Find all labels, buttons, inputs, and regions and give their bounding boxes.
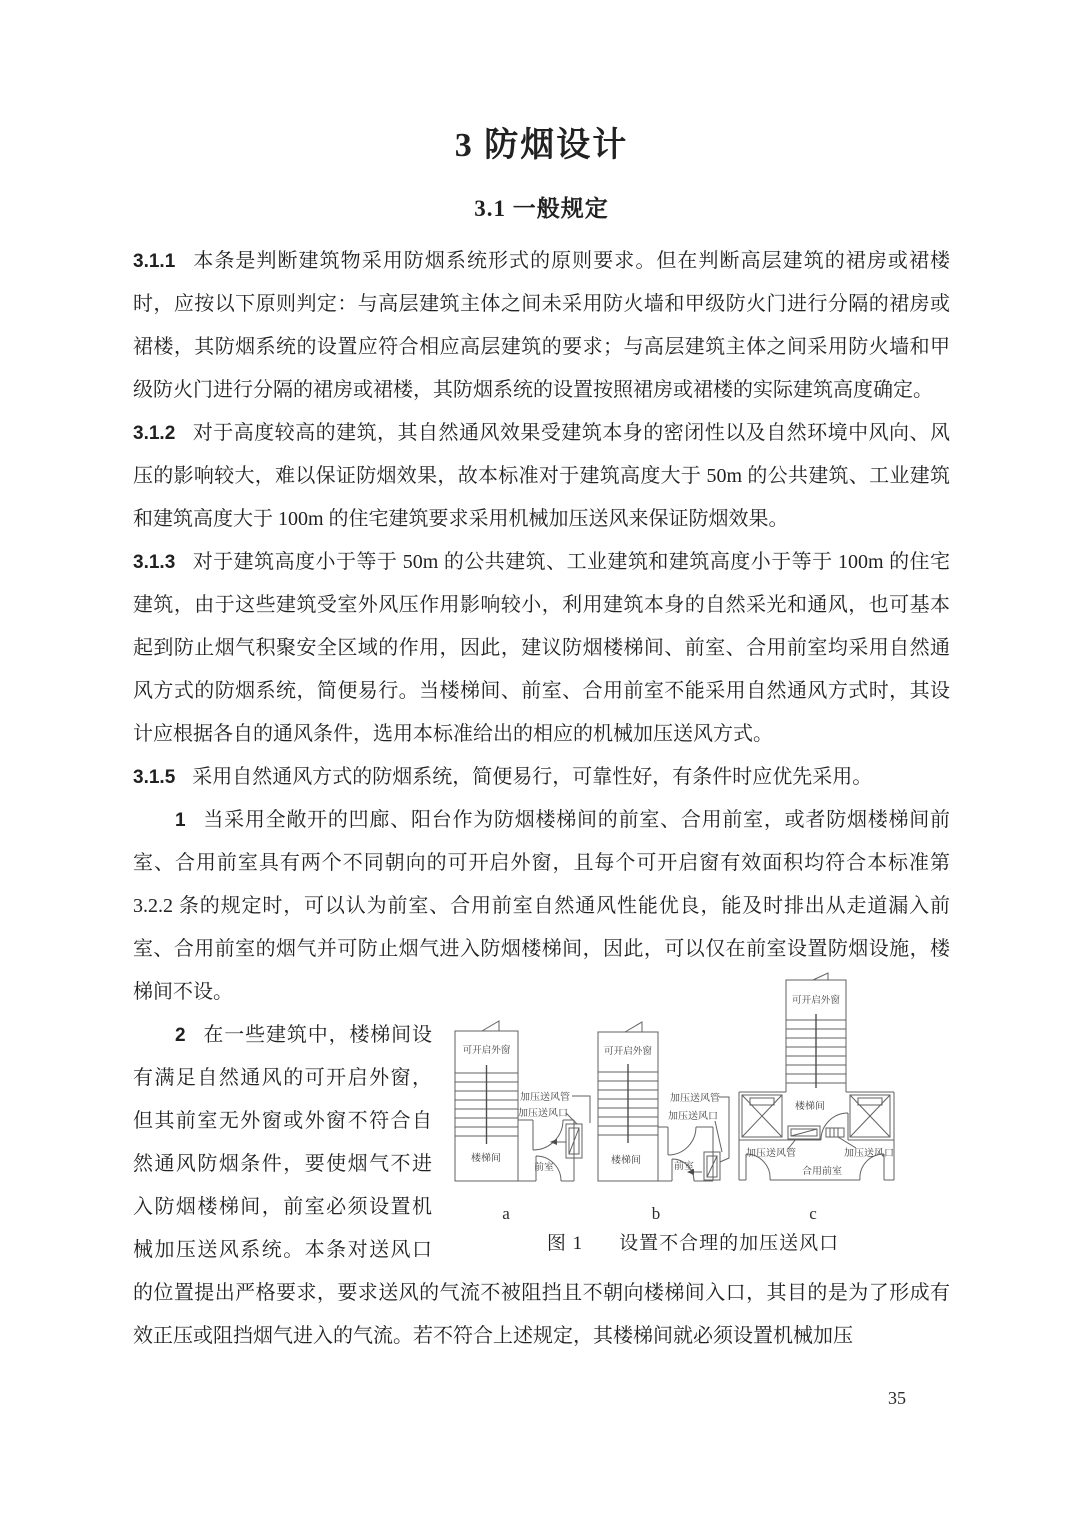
- window-flap-icon: [482, 1021, 499, 1031]
- label-stairwell: 楼梯间: [471, 1154, 500, 1164]
- subfigure-label-b: b: [651, 1204, 661, 1223]
- figure-caption-label: 图 1: [546, 1233, 584, 1254]
- label-openable-window: 可开启外窗: [462, 1046, 511, 1056]
- label-pressure-duct: 加压送风管: [746, 1149, 794, 1159]
- section-heading: 3.1 一般规定: [474, 196, 609, 221]
- clause-3-1-1: [133, 240, 950, 412]
- diagram-b: [598, 1022, 729, 1181]
- clause-number: 3.1.5: [133, 767, 176, 788]
- item-number: 2: [175, 1025, 186, 1046]
- clause-number: 3.1.2: [133, 423, 176, 444]
- clause-text: 对于建筑高度小于等于 50m 的公共建筑、工业建筑和建筑高度小于等于 100m 的住宅建筑，由于这些建筑受室外风压作用影响较小，利用建筑本身的自然采光和通风，也可基本起到防止烟气积聚安全区域的作用，因此，建议防烟楼梯间、前室、合用前室均采用自然通风方式的防烟系统，简便易行。当楼梯间、前室、合用前室不能采用自然通风方式时，其设计应根据各自的通风条件，选用本标准给出的相应的机械加压送风方式。: [133, 551, 950, 745]
- supply-outlet-grille: [826, 1128, 844, 1137]
- label-shared-front-room: 合用前室: [802, 1167, 841, 1177]
- clause-number: 3.1.3: [133, 552, 176, 573]
- page-number: 35: [888, 1388, 906, 1408]
- label-pressure-outlet: 加压送风口: [668, 1112, 716, 1122]
- elevator-shaft-right: [850, 1095, 890, 1137]
- clause-text: 采用自然通风方式的防烟系统，简便易行，可靠性好，有条件时应优先采用。: [192, 766, 873, 788]
- figure-1: [436, 972, 950, 1257]
- label-openable-window: 可开启外窗: [792, 996, 840, 1006]
- chapter-title: 3 防烟设计: [454, 127, 629, 164]
- clause-3-1-3: [133, 541, 950, 756]
- window-flap-icon: [813, 973, 828, 980]
- subfigure-label-c: c: [809, 1204, 817, 1223]
- clause-text: 本条是判断建筑物采用防烟系统形式的原则要求。但在判断高层建筑的裙房或裙楼时，应按以下原则判定：与高层建筑主体之间未采用防火墙和甲级防火门进行分隔的裙房或裙楼，其防烟系统的设置应符合相应高层建筑的要求；与高层建筑主体之间采用防火墙和甲级防火门进行分隔的裙房或裙楼，其防烟系统的设置按照裙房或裙楼的实际建筑高度确定。: [133, 250, 950, 401]
- subfigure-label-a: a: [502, 1204, 510, 1223]
- window-flap-icon: [625, 1022, 642, 1032]
- item-text: 当采用全敞开的凹廊、阳台作为防烟楼梯间的前室、合用前室，或者防烟楼梯间前室、合用前室具有两个不同朝向的可开启外窗，且每个可开启窗有效面积均符合本标准第 3.2.2 条的规定时，可以认为前室、合用前室自然通风性能优良，能及时排出从走道漏入前室、合用前室的烟气并可防止烟气进入防烟楼梯间，因此，可以仅在前室设置防烟设施，楼梯间不设。: [133, 809, 950, 1003]
- label-pressure-outlet: 加压送风口: [518, 1109, 566, 1119]
- label-stairwell: 楼梯间: [795, 1102, 824, 1112]
- label-pressure-duct: 加压送风管: [670, 1094, 718, 1104]
- label-front-room: 前室: [534, 1163, 554, 1173]
- label-pressure-outlet: 加压送风口: [844, 1149, 892, 1159]
- diagram-c: [739, 973, 894, 1180]
- diagram-a: [455, 1021, 590, 1181]
- clause-3-1-2: [133, 412, 950, 541]
- clause-number: 3.1.1: [133, 251, 176, 272]
- item-text: 在一些建筑中，楼梯间设有满足自然通风的可开启外窗，但其前室无外窗或外窗不符合自然通风防烟条件，要使烟气不进入防烟楼梯间，前室必须设置机械加压送风系统。本条对送风口的位置提出严格要求，要求送风的气流不被阻挡且不朝向楼梯间入口，其目的是为了形成有效正压或阻挡烟气进入的气流。若不符合上述规定，其楼梯间就必须设置机械加压: [133, 1024, 950, 1347]
- label-pressure-duct: 加压送风管: [520, 1093, 568, 1103]
- figure-1-diagrams: [436, 972, 946, 1224]
- label-stairwell: 楼梯间: [611, 1156, 640, 1166]
- clause-3-1-5: [133, 756, 950, 799]
- label-openable-window: 可开启外窗: [604, 1047, 652, 1057]
- elevator-shaft-left: [742, 1095, 782, 1137]
- figure-caption: [436, 1231, 950, 1257]
- label-front-room: 前室: [674, 1162, 694, 1172]
- item-number: 1: [175, 810, 186, 831]
- clause-text: 对于高度较高的建筑，其自然通风效果受建筑本身的密闭性以及自然环境中风向、风压的影响较大，难以保证防烟效果，故本标准对于建筑高度大于 50m 的公共建筑、工业建筑和建筑高度大于 100m 的住宅建筑要求采用机械加压送风来保证防烟效果。: [133, 422, 950, 530]
- figure-caption-text: 设置不合理的加压送风口: [619, 1233, 840, 1254]
